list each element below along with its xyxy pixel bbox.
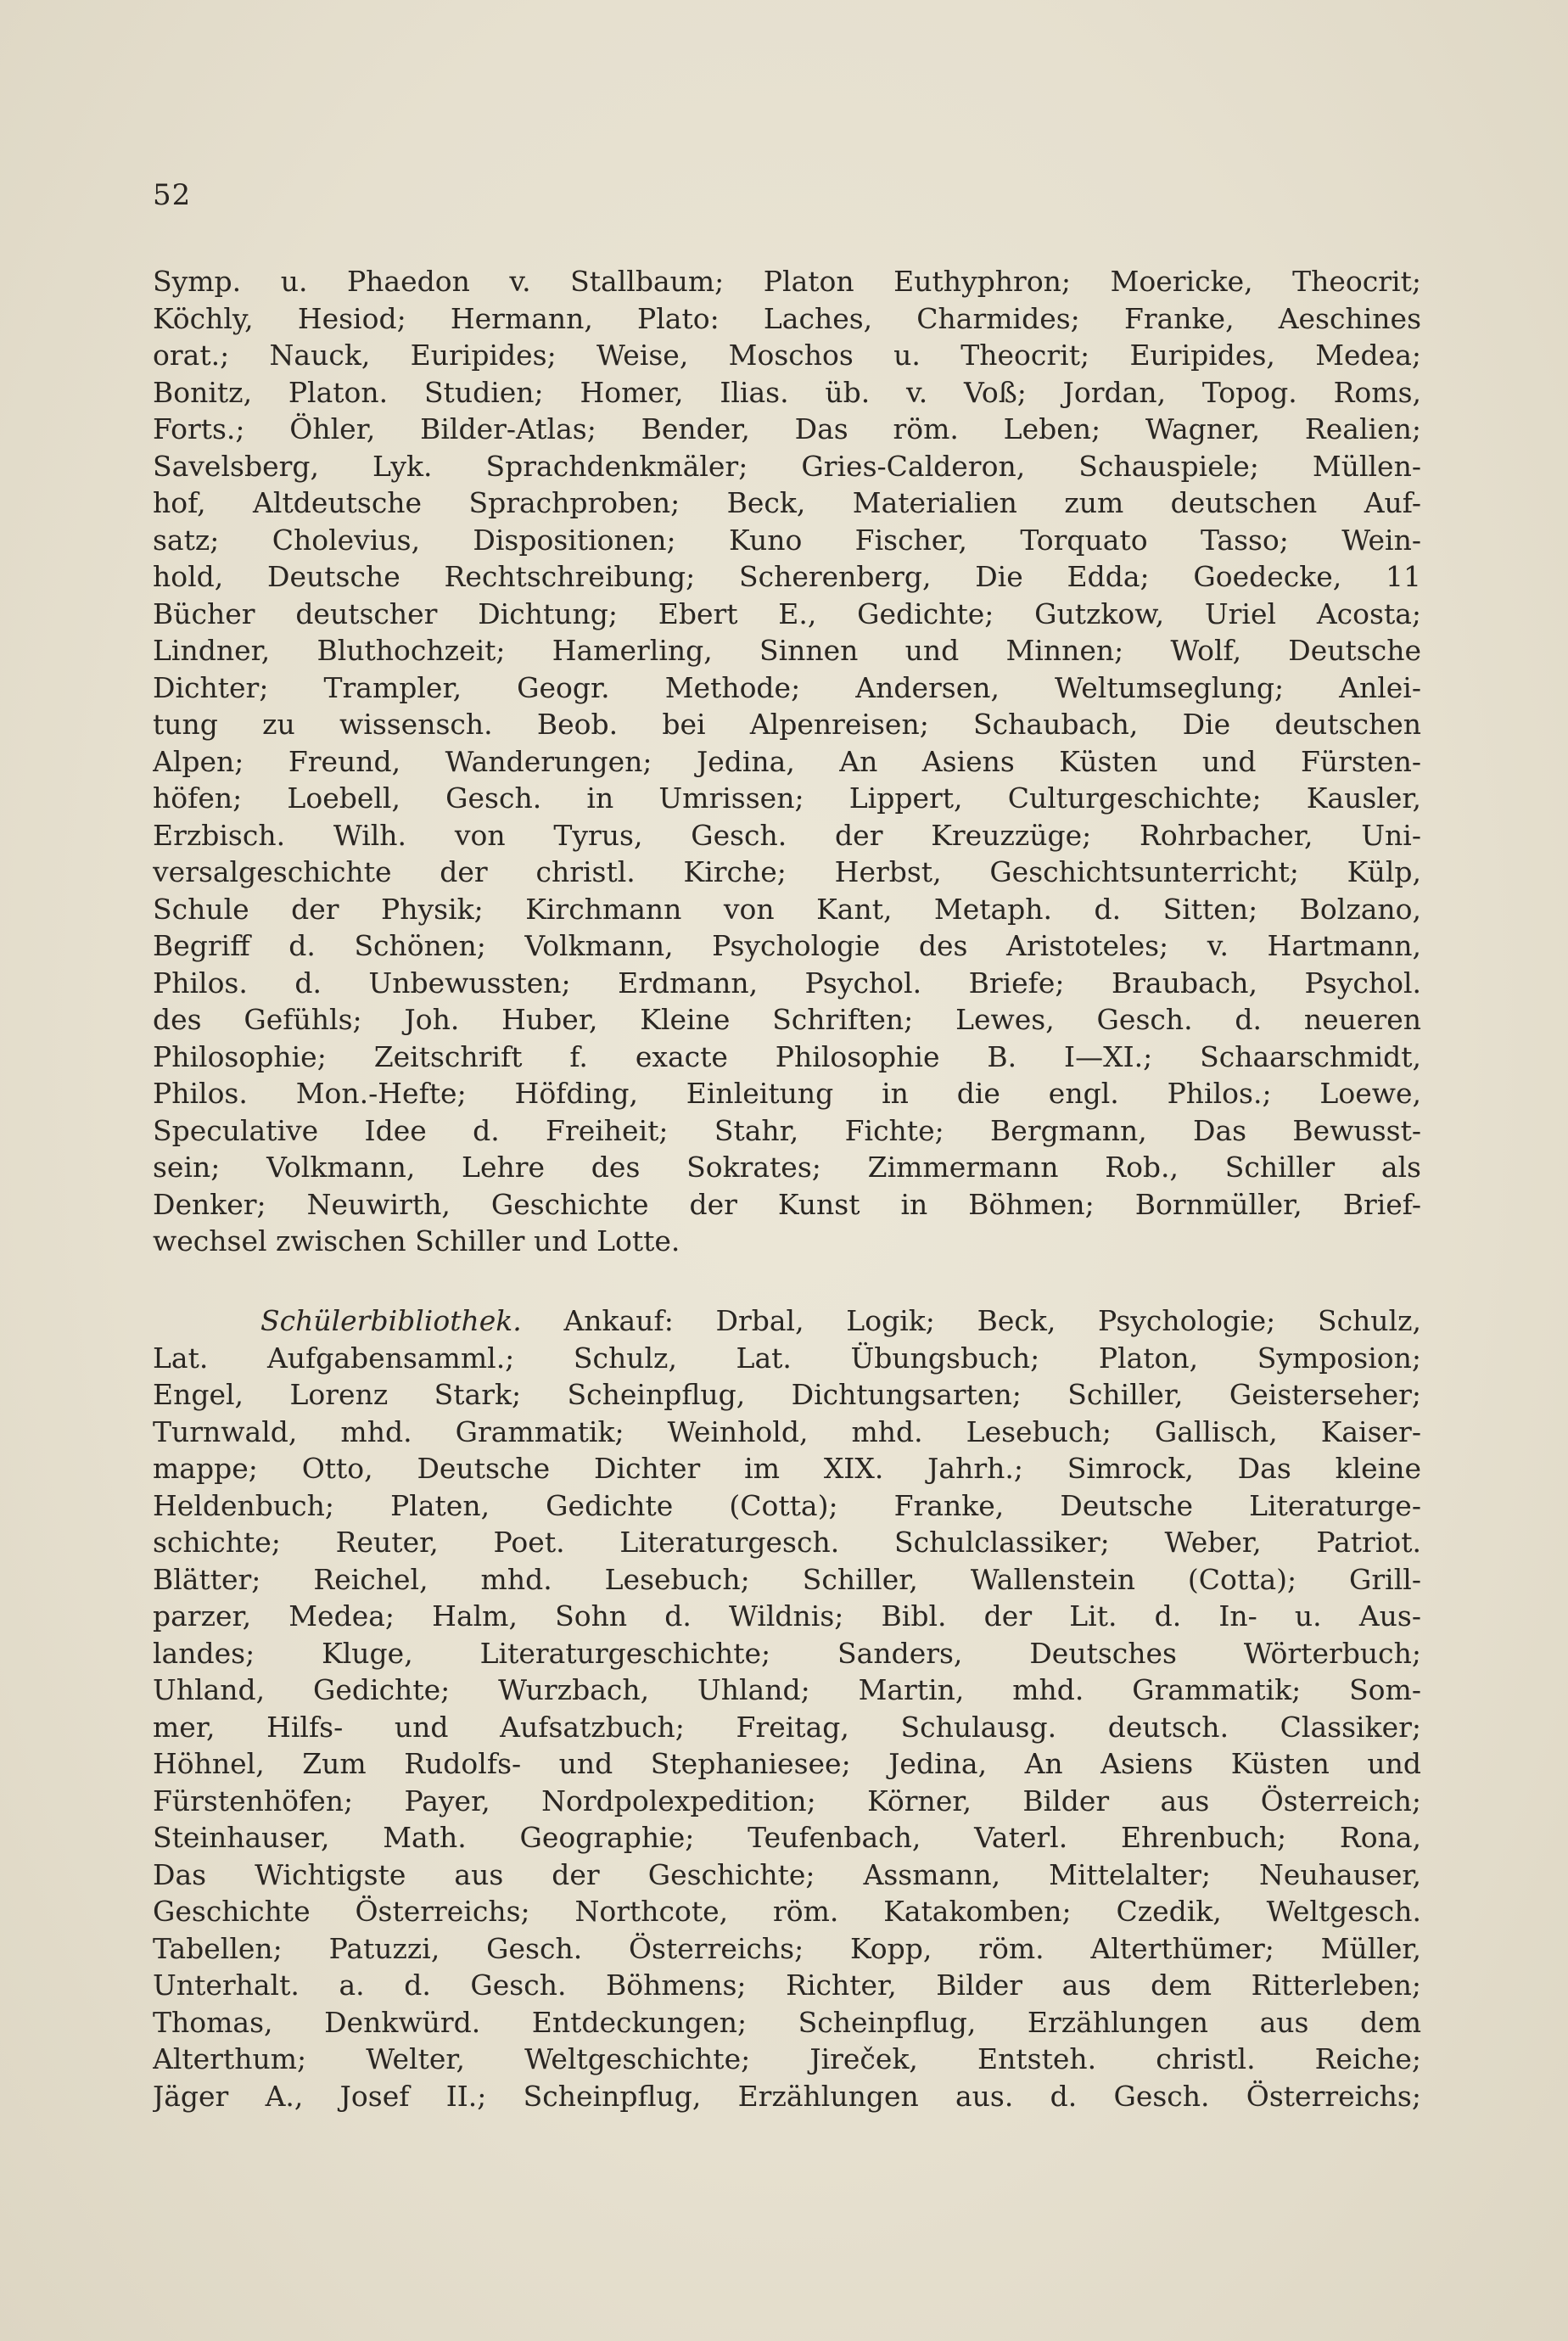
text-line: Philosophie; Zeitschrift f. exacte Philosophie B. I—XI.; Schaarschmidt, — [153, 1039, 1421, 1073]
text-line: Alterthum; Welter, Weltgeschichte; Jireček, Entsteh. christl. Reiche; — [153, 2042, 1421, 2075]
text-line: des Gefühls; Joh. Huber, Kleine Schriften; Lewes, Gesch. d. neueren — [153, 1003, 1421, 1036]
text-line: Lat. Aufgabensamml.; Schulz, Lat. Übungsbuch; Platon, Symposion; — [153, 1341, 1421, 1375]
text-line: Dichter; Trampler, Geogr. Methode; Andersen, Weltumseglung; Anlei- — [153, 670, 1421, 704]
text-line: tung zu wissensch. Beob. bei Alpenreisen; Schaubach, Die deutschen — [153, 708, 1421, 741]
text-line: Tabellen; Patuzzi, Gesch. Österreichs; Kopp, röm. Alterthümer; Müller, — [153, 1931, 1421, 1965]
text-line: Speculative Idee d. Freiheit; Stahr, Fichte; Bergmann, Das Bewusst- — [153, 1113, 1421, 1147]
text-line: versalgeschichte der christl. Kirche; Herbst, Geschichtsunterricht; Külp, — [153, 855, 1421, 888]
text-line-first — [153, 1302, 1421, 1340]
text-line: Höhnel, Zum Rudolfs- und Stephaniesee; Jedina, An Asiens Küsten und — [153, 1747, 1421, 1780]
text-line: Heldenbuch; Platen, Gedichte (Cotta); Franke, Deutsche Literaturge- — [153, 1488, 1421, 1522]
paragraph-schuelerbibliothek — [153, 1302, 1421, 2114]
text-line: Forts.; Öhler, Bilder-Atlas; Bender, Das röm. Leben; Wagner, Realien; — [153, 412, 1421, 445]
text-line: Jäger A., Josef II.; Scheinpflug, Erzählungen aus. d. Gesch. Österreichs; — [153, 2079, 1421, 2113]
text-line: Bonitz, Platon. Studien; Homer, Ilias. üb. v. Voß; Jordan, Topog. Roms, — [153, 375, 1421, 409]
text-line: Engel, Lorenz Stark; Scheinpflug, Dichtungsarten; Schiller, Geisterseher; — [153, 1378, 1421, 1411]
text-line: Das Wichtigste aus der Geschichte; Assmann, Mittelalter; Neuhauser, — [153, 1857, 1421, 1891]
text-line: hof, Altdeutsche Sprachproben; Beck, Materialien zum deutschen Auf- — [153, 486, 1421, 519]
text-line: Lindner, Bluthochzeit; Hamerling, Sinnen und Minnen; Wolf, Deutsche — [153, 634, 1421, 667]
text-line: Symp. u. Phaedon v. Stallbaum; Platon Euthyphron; Moericke, Theocrit; — [153, 265, 1421, 298]
paragraph-book-list — [153, 263, 1421, 1260]
text-line: sein; Volkmann, Lehre des Sokrates; Zimmermann Rob., Schiller als — [153, 1151, 1421, 1184]
text-line: satz; Cholevius, Dispositionen; Kuno Fischer, Torquato Tasso; Wein- — [153, 523, 1421, 557]
text-line: Thomas, Denkwürd. Entdeckungen; Scheinpflug, Erzählungen aus dem — [153, 2005, 1421, 2039]
text-line: mer, Hilfs- und Aufsatzbuch; Freitag, Schulausg. deutsch. Classiker; — [153, 1710, 1421, 1744]
text-line: Blätter; Reichel, mhd. Lesebuch; Schiller, Wallenstein (Cotta); Grill- — [153, 1562, 1421, 1596]
text-line: Bücher deutscher Dichtung; Ebert E., Gedichte; Gutzkow, Uriel Acosta; — [153, 596, 1421, 630]
text-line: höfen; Loebell, Gesch. in Umrissen; Lippert, Culturgeschichte; Kausler, — [153, 781, 1421, 815]
text-line: orat.; Nauck, Euripides; Weise, Moschos u. Theocrit; Euripides, Medea; — [153, 339, 1421, 372]
text-line: Köchly, Hesiod; Hermann, Plato: Laches, Charmides; Franke, Aeschines — [153, 301, 1421, 335]
text-line: Denker; Neuwirth, Geschichte der Kunst in Böhmen; Bornmüller, Brief- — [153, 1187, 1421, 1221]
text-line: Unterhalt. a. d. Gesch. Böhmens; Richter, Bilder aus dem Ritterleben; — [153, 1969, 1421, 2002]
text-line: schichte; Reuter, Poet. Literaturgesch. Schulclassiker; Weber, Patriot. — [153, 1526, 1421, 1559]
text-run: Ankauf: Drbal, Logik; Beck, Psychologie; Schulz, — [563, 1304, 1421, 1337]
text-line: Philos. Mon.-Hefte; Höfding, Einleitung in die engl. Philos.; Loewe, — [153, 1077, 1421, 1110]
text-line: Alpen; Freund, Wanderungen; Jedina, An Asiens Küsten und Fürsten- — [153, 744, 1421, 778]
text-line: Steinhauser, Math. Geographie; Teufenbach, Vaterl. Ehrenbuch; Rona, — [153, 1821, 1421, 1854]
text-line: hold, Deutsche Rechtschreibung; Scherenberg, Die Edda; Goedecke, 11 — [153, 560, 1421, 593]
text-line: Philos. d. Unbewussten; Erdmann, Psychol. Briefe; Braubach, Psychol. — [153, 966, 1421, 1000]
section-heading: Schülerbibliothek. — [260, 1304, 522, 1337]
text-line: Turnwald, mhd. Grammatik; Weinhold, mhd. Lesebuch; Gallisch, Kaiser- — [153, 1414, 1421, 1448]
text-line: Uhland, Gedichte; Wurzbach, Uhland; Martin, mhd. Grammatik; Som- — [153, 1673, 1421, 1706]
text-line: Begriff d. Schönen; Volkmann, Psychologie des Aristoteles; v. Hartmann, — [153, 929, 1421, 962]
text-line: landes; Kluge, Literaturgeschichte; Sanders, Deutsches Wörterbuch; — [153, 1636, 1421, 1670]
text-line: parzer, Medea; Halm, Sohn d. Wildnis; Bibl. der Lit. d. In- u. Aus- — [153, 1599, 1421, 1633]
text-line: wechsel zwischen Schiller und Lotte. — [153, 1224, 680, 1257]
text-line: Geschichte Österreichs; Northcote, röm. Katakomben; Czedik, Weltgesch. — [153, 1895, 1421, 1928]
text-line: Savelsberg, Lyk. Sprachdenkmäler; Gries-Calderon, Schauspiele; Müllen- — [153, 449, 1421, 483]
text-line: Erzbisch. Wilh. von Tyrus, Gesch. der Kreuzzüge; Rohrbacher, Uni- — [153, 818, 1421, 852]
text-line: mappe; Otto, Deutsche Dichter im XIX. Jahrh.; Simrock, Das kleine — [153, 1452, 1421, 1485]
text-line: Fürstenhöfen; Payer, Nordpolexpedition; Körner, Bilder aus Österreich; — [153, 1784, 1421, 1817]
text-line: Schule der Physik; Kirchmann von Kant, Metaph. d. Sitten; Bolzano, — [153, 892, 1421, 926]
page-number: 52 — [153, 178, 192, 212]
